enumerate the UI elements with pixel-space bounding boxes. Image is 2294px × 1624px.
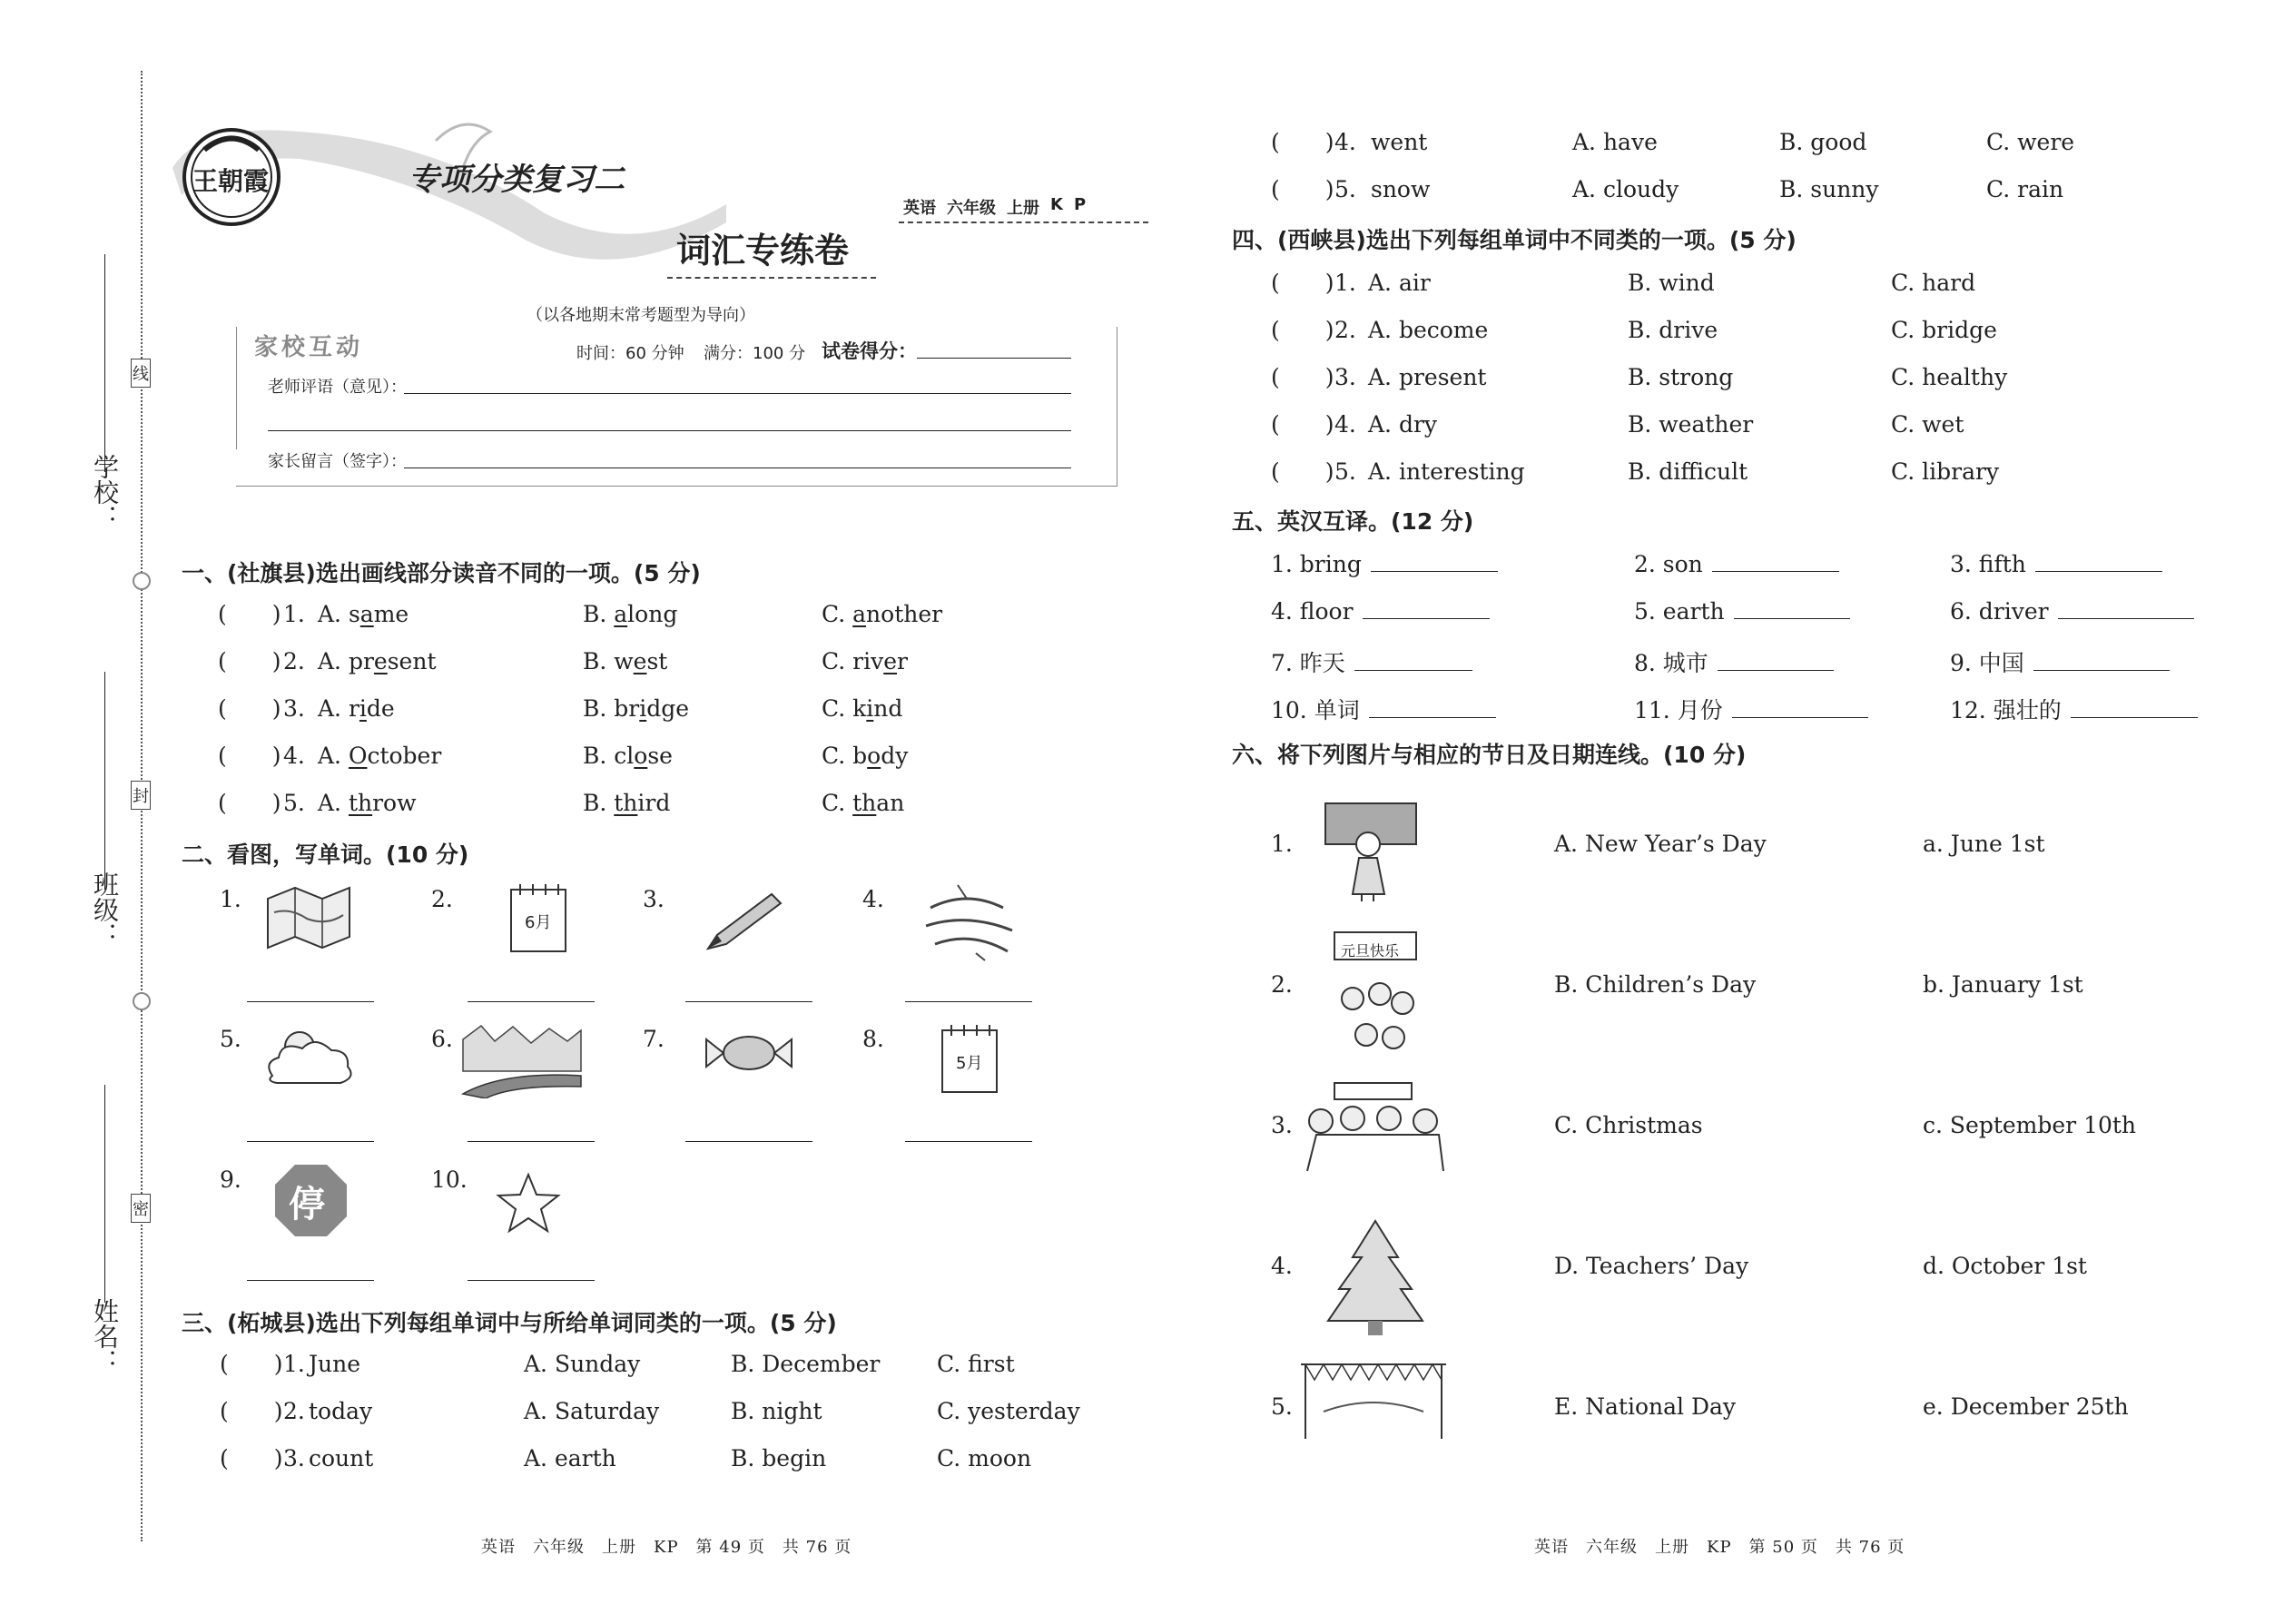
answer-bracket[interactable]: ( ) bbox=[1271, 411, 1334, 438]
score-field[interactable] bbox=[917, 358, 1071, 359]
wind-icon bbox=[921, 881, 1021, 962]
option-a: A. dry bbox=[1368, 411, 1438, 438]
answer-bracket[interactable]: ( ) bbox=[218, 743, 281, 769]
option-c: C. rain bbox=[1986, 176, 2064, 202]
answer-field[interactable] bbox=[905, 1141, 1032, 1142]
cut-mark: 线 bbox=[131, 359, 151, 388]
answer-bracket[interactable]: ( ) bbox=[1271, 270, 1334, 296]
pic-number: 4. bbox=[862, 886, 884, 912]
box-label: 家校互动 bbox=[254, 334, 364, 361]
option-a bbox=[318, 790, 417, 816]
answer-bracket[interactable]: ( ) bbox=[220, 1398, 283, 1424]
map-icon bbox=[263, 881, 354, 953]
option-c: C. first bbox=[937, 1351, 1015, 1377]
option-c bbox=[822, 790, 904, 816]
question-number: 5. bbox=[283, 790, 305, 816]
word-part: b bbox=[852, 743, 868, 769]
option-letter: C. bbox=[822, 790, 853, 816]
punch-hole-icon bbox=[133, 992, 151, 1010]
section-4-title: 四、(西峡县)选出下列每组单词中不同类的一项。(5 分) bbox=[1232, 227, 1797, 253]
given-word: went bbox=[1371, 129, 1428, 155]
underlined-letters: O bbox=[348, 743, 368, 769]
word-part: riv bbox=[852, 648, 884, 674]
question-number: 2. bbox=[283, 1398, 305, 1424]
translation-item bbox=[1271, 551, 1498, 577]
translation-item bbox=[1634, 598, 1850, 625]
answer-field[interactable] bbox=[247, 1001, 374, 1002]
option-a: A. become bbox=[1368, 317, 1489, 343]
answer-field[interactable] bbox=[247, 1280, 374, 1281]
option-b bbox=[583, 743, 673, 769]
answer-field[interactable] bbox=[2058, 598, 2194, 619]
meta-grade: 六年级 bbox=[947, 199, 996, 218]
pic-number: 1. bbox=[220, 886, 241, 912]
answer-field[interactable] bbox=[468, 1001, 595, 1002]
pic-number: 10. bbox=[431, 1166, 468, 1193]
teacher-comment-field-2[interactable] bbox=[268, 430, 1071, 431]
word-part: r bbox=[348, 695, 359, 722]
option-c: C. hard bbox=[1891, 270, 1976, 296]
meta-k: K bbox=[1050, 195, 1063, 214]
option-letter: A. bbox=[318, 790, 349, 816]
calendar-label: 6月 bbox=[525, 913, 552, 932]
holiday-date[interactable]: b. January 1st bbox=[1923, 971, 2083, 998]
star-icon bbox=[495, 1171, 563, 1235]
answer-bracket[interactable]: ( ) bbox=[220, 1351, 283, 1377]
word-part: se bbox=[647, 743, 673, 769]
translation-word: 2. son bbox=[1634, 551, 1703, 577]
option-c bbox=[822, 743, 908, 769]
name-label: 姓名： bbox=[90, 1298, 120, 1374]
given-word: snow bbox=[1371, 176, 1431, 202]
underlined-letters: i bbox=[359, 695, 367, 722]
translation-item bbox=[1950, 693, 2198, 725]
underlined-letters: th bbox=[614, 790, 638, 816]
option-a: A. have bbox=[1572, 129, 1658, 155]
teacher-picture-icon bbox=[1321, 799, 1421, 903]
answer-field[interactable] bbox=[1354, 650, 1472, 671]
option-c: C. bridge bbox=[1891, 317, 1997, 343]
meta-subject: 英语 bbox=[903, 199, 936, 218]
holiday-name[interactable]: A. New Year’s Day bbox=[1554, 831, 1767, 857]
option-letter: C. bbox=[822, 743, 853, 769]
option-a: A. Sunday bbox=[524, 1351, 641, 1377]
word-part: r bbox=[897, 648, 908, 674]
meta-p: P bbox=[1073, 195, 1087, 214]
children-picture-icon bbox=[1298, 1080, 1448, 1176]
time-info: 时间：60 分钟 bbox=[576, 344, 684, 363]
section-3-title: 三、(柘城县)选出下列每组单词中与所给单词同类的一项。(5 分) bbox=[182, 1310, 837, 1336]
question-number: 5. bbox=[1334, 176, 1356, 202]
question-number: 4. bbox=[283, 743, 305, 769]
underlined-letters: th bbox=[852, 790, 877, 816]
answer-field[interactable] bbox=[2035, 551, 2162, 572]
translation-item bbox=[1271, 598, 1490, 625]
class-field[interactable] bbox=[104, 672, 105, 890]
subtitle: （以各地期末常考题型为导向） bbox=[527, 306, 755, 325]
translation-word: 4. floor bbox=[1271, 598, 1354, 625]
main-title: 词汇专练卷 bbox=[676, 230, 850, 271]
question-number: 3. bbox=[1334, 364, 1356, 390]
option-c bbox=[822, 601, 942, 627]
option-letter: C. bbox=[822, 648, 853, 674]
word-part: st bbox=[646, 648, 668, 674]
answer-bracket[interactable]: ( ) bbox=[1271, 458, 1334, 485]
pen-icon bbox=[699, 885, 790, 958]
answer-bracket[interactable]: ( ) bbox=[218, 790, 281, 816]
option-letter: B. bbox=[583, 695, 615, 722]
name-field[interactable] bbox=[104, 1085, 105, 1303]
underlined-letters: e bbox=[633, 648, 647, 674]
option-letter: C. bbox=[822, 695, 853, 722]
picture-number: 2. bbox=[1271, 971, 1293, 998]
answer-field[interactable] bbox=[2071, 697, 2198, 718]
option-letter: B. bbox=[583, 743, 615, 769]
word-part: ird bbox=[637, 790, 671, 816]
answer-field[interactable] bbox=[1363, 598, 1490, 619]
question-number: 5. bbox=[1334, 458, 1356, 485]
answer-field[interactable] bbox=[1712, 551, 1839, 572]
answer-field[interactable] bbox=[2033, 650, 2170, 671]
option-b: B. sunny bbox=[1779, 176, 1879, 202]
answer-bracket[interactable]: ( ) bbox=[218, 601, 281, 627]
pic-number: 8. bbox=[862, 1026, 884, 1052]
answer-field[interactable] bbox=[685, 1141, 812, 1142]
holiday-date[interactable]: e. December 25th bbox=[1923, 1393, 2129, 1420]
holiday-name[interactable]: E. National Day bbox=[1554, 1393, 1737, 1420]
score-label: 试卷得分： bbox=[822, 340, 917, 362]
answer-bracket[interactable]: ( ) bbox=[1271, 364, 1334, 390]
option-c: C. were bbox=[1986, 129, 2075, 155]
option-a: A. cloudy bbox=[1572, 176, 1679, 202]
page-footer-right: 英语 六年级 上册 KP 第 50 页 共 76 页 bbox=[1534, 1538, 1905, 1557]
holiday-date[interactable]: c. September 10th bbox=[1923, 1112, 2137, 1138]
option-letter: B. bbox=[583, 601, 615, 627]
word-part: cl bbox=[614, 743, 635, 769]
option-b: B. night bbox=[731, 1398, 822, 1424]
class-label: 班级： bbox=[90, 871, 120, 948]
option-a: A. earth bbox=[524, 1445, 616, 1471]
meta-divider bbox=[899, 221, 1148, 223]
translation-word: 9. 中国 bbox=[1950, 650, 2024, 676]
word-part: me bbox=[373, 601, 409, 627]
answer-field[interactable] bbox=[1369, 697, 1496, 718]
option-b: B. strong bbox=[1628, 364, 1734, 390]
option-a: A. present bbox=[1368, 364, 1487, 390]
option-b bbox=[583, 648, 667, 674]
section-6-title: 六、将下列图片与相应的节日及日期连线。(10 分) bbox=[1232, 742, 1747, 768]
answer-field[interactable] bbox=[468, 1280, 595, 1281]
question-number: 3. bbox=[283, 1445, 305, 1471]
pic-number: 3. bbox=[643, 886, 665, 912]
option-a: A. interesting bbox=[1368, 458, 1525, 485]
logo-text: 王朝霞 bbox=[192, 166, 270, 196]
translation-item bbox=[1950, 551, 2162, 577]
question-number: 1. bbox=[283, 601, 305, 627]
option-b: B. difficult bbox=[1628, 458, 1748, 485]
translation-word: 6. driver bbox=[1950, 598, 2049, 625]
translation-item bbox=[1271, 645, 1472, 678]
underlined-letters: th bbox=[348, 790, 373, 816]
translation-word: 12. 强壮的 bbox=[1950, 697, 2062, 723]
feedback-box-left bbox=[236, 327, 238, 449]
translation-word: 10. 单词 bbox=[1271, 697, 1360, 723]
option-a bbox=[318, 601, 409, 627]
translation-word: 11. 月份 bbox=[1634, 697, 1723, 723]
question-number: 1. bbox=[283, 1351, 305, 1377]
option-letter: A. bbox=[318, 695, 349, 722]
cloudy-icon bbox=[259, 1021, 359, 1094]
word-part: nother bbox=[866, 601, 943, 627]
teacher-comment-field[interactable] bbox=[404, 393, 1071, 394]
underlined-letters: o bbox=[867, 743, 881, 769]
option-c: C. yesterday bbox=[937, 1398, 1080, 1424]
word-part: s bbox=[348, 601, 360, 627]
word-part: an bbox=[876, 790, 905, 816]
translation-word: 8. 城市 bbox=[1634, 650, 1708, 676]
option-c bbox=[822, 648, 908, 674]
option-b: B. good bbox=[1779, 129, 1867, 155]
word-part: row bbox=[372, 790, 417, 816]
option-b: B. wind bbox=[1628, 270, 1715, 296]
calendar-label: 5月 bbox=[956, 1054, 983, 1073]
option-b bbox=[583, 601, 677, 627]
option-a: A. Saturday bbox=[524, 1398, 660, 1424]
section-1-title: 一、(社旗县)选出画线部分读音不同的一项。(5 分) bbox=[182, 560, 701, 586]
answer-field[interactable] bbox=[468, 1141, 595, 1142]
translation-item bbox=[1950, 598, 2194, 625]
holiday-date[interactable]: d. October 1st bbox=[1923, 1253, 2087, 1279]
pic-number: 6. bbox=[431, 1026, 453, 1052]
question-number: 1. bbox=[1334, 270, 1356, 296]
word-part: long bbox=[627, 601, 678, 627]
new-year-picture-text: 元旦快乐 bbox=[1341, 942, 1400, 960]
punch-hole-icon bbox=[133, 572, 151, 590]
question-number: 4. bbox=[1334, 411, 1356, 438]
meta-tags bbox=[903, 195, 1086, 219]
answer-bracket[interactable]: ( ) bbox=[1271, 129, 1334, 155]
word-part: br bbox=[614, 695, 640, 722]
underlined-letters: e bbox=[883, 648, 898, 674]
underlined-letters: a bbox=[614, 601, 628, 627]
answer-bracket[interactable]: ( ) bbox=[220, 1445, 283, 1471]
option-letter: B. bbox=[583, 790, 615, 816]
parent-comment-label: 家长留言（签字）： bbox=[268, 452, 407, 471]
cut-mark: 密 bbox=[131, 1194, 151, 1223]
underlined-letters: a bbox=[359, 601, 374, 627]
question-number: 2. bbox=[1334, 317, 1356, 343]
word-part: ctober bbox=[367, 743, 442, 769]
stop-sign-text: 停 bbox=[289, 1184, 325, 1225]
option-b: B. weather bbox=[1628, 411, 1754, 438]
pic-number: 9. bbox=[220, 1166, 241, 1193]
word-part: dge bbox=[646, 695, 690, 722]
national-day-picture-icon bbox=[1296, 1357, 1451, 1443]
option-b: B. begin bbox=[731, 1445, 827, 1471]
given-word: count bbox=[309, 1445, 374, 1471]
answer-field[interactable] bbox=[1732, 697, 1868, 718]
question-number: 3. bbox=[283, 695, 305, 722]
answer-bracket[interactable]: ( ) bbox=[218, 648, 281, 674]
picture-number: 4. bbox=[1271, 1253, 1293, 1279]
underlined-letters: o bbox=[634, 743, 648, 769]
option-c: C. library bbox=[1891, 458, 2000, 485]
option-letter: B. bbox=[583, 648, 615, 674]
option-a bbox=[318, 648, 437, 674]
answer-field[interactable] bbox=[1371, 551, 1498, 572]
answer-field[interactable] bbox=[685, 1001, 812, 1002]
underlined-letters: i bbox=[866, 695, 874, 722]
title-divider bbox=[667, 277, 876, 279]
option-letter: A. bbox=[318, 648, 349, 674]
option-b bbox=[583, 790, 670, 816]
given-word: June bbox=[309, 1351, 361, 1377]
translation-word: 7. 昨天 bbox=[1271, 650, 1345, 676]
holiday-name[interactable]: B. Children’s Day bbox=[1554, 971, 1757, 998]
translation-word: 3. fifth bbox=[1950, 551, 2026, 577]
picture-number: 1. bbox=[1271, 831, 1293, 857]
score-info: 满分：100 分 bbox=[704, 344, 806, 363]
translation-item bbox=[1634, 645, 1834, 678]
given-word: today bbox=[309, 1398, 373, 1424]
school-label: 学校： bbox=[90, 454, 120, 530]
word-part: nd bbox=[873, 695, 903, 722]
option-c: C. moon bbox=[937, 1445, 1032, 1471]
pic-number: 2. bbox=[431, 886, 453, 912]
option-c: C. healthy bbox=[1891, 364, 2008, 390]
underlined-letters: i bbox=[639, 695, 647, 722]
translation-word: 1. bring bbox=[1271, 551, 1362, 577]
pic-number: 5. bbox=[220, 1026, 241, 1052]
christmas-tree-icon bbox=[1321, 1216, 1430, 1339]
word-part: de bbox=[366, 695, 395, 722]
picture-number: 3. bbox=[1271, 1112, 1293, 1138]
road-icon bbox=[458, 1021, 586, 1098]
option-b: B. December bbox=[731, 1351, 881, 1377]
option-b bbox=[583, 695, 689, 722]
word-part: dy bbox=[881, 743, 909, 769]
question-number: 4. bbox=[1334, 129, 1356, 155]
answer-field[interactable] bbox=[247, 1141, 374, 1142]
holiday-date[interactable]: a. June 1st bbox=[1923, 831, 2045, 857]
option-b: B. drive bbox=[1628, 317, 1718, 343]
answer-bracket[interactable]: ( ) bbox=[1271, 176, 1334, 202]
option-letter: C. bbox=[822, 601, 853, 627]
pic-number: 7. bbox=[643, 1026, 665, 1052]
translation-item bbox=[1271, 693, 1496, 725]
translation-item bbox=[1634, 693, 1868, 725]
option-a bbox=[318, 743, 441, 769]
word-part: w bbox=[614, 648, 634, 674]
underlined-letters: e bbox=[373, 648, 388, 674]
section-2-title: 二、看图，写单词。(10 分) bbox=[182, 842, 469, 868]
section-5-title: 五、英汉互译。(12 分) bbox=[1232, 508, 1474, 535]
answer-bracket[interactable]: ( ) bbox=[1271, 317, 1334, 343]
answer-field[interactable] bbox=[905, 1001, 1032, 1002]
picture-number: 5. bbox=[1271, 1393, 1293, 1420]
word-part: sent bbox=[387, 648, 437, 674]
holiday-name[interactable]: D. Teachers’ Day bbox=[1554, 1253, 1749, 1279]
option-c bbox=[822, 695, 902, 722]
option-a: A. air bbox=[1368, 270, 1431, 296]
underlined-letters: a bbox=[852, 601, 867, 627]
answer-bracket[interactable]: ( ) bbox=[218, 695, 281, 722]
candy-icon bbox=[699, 1026, 799, 1080]
translation-item bbox=[1950, 645, 2170, 678]
answer-field[interactable] bbox=[1734, 598, 1850, 619]
banner-title: 专项分类复习二 bbox=[409, 162, 625, 198]
translation-word: 5. earth bbox=[1634, 598, 1725, 625]
page-footer-left: 英语 六年级 上册 KP 第 49 页 共 76 页 bbox=[481, 1538, 852, 1557]
option-letter: A. bbox=[318, 601, 349, 627]
option-c: C. wet bbox=[1891, 411, 1964, 438]
option-a bbox=[318, 695, 395, 722]
answer-field[interactable] bbox=[1718, 650, 1834, 671]
option-letter: A. bbox=[318, 743, 349, 769]
translation-item bbox=[1634, 551, 1839, 577]
teacher-comment-label: 老师评语（意见）： bbox=[268, 378, 407, 397]
word-part: k bbox=[852, 695, 867, 722]
meta-volume: 上册 bbox=[1007, 199, 1039, 218]
school-field[interactable] bbox=[104, 254, 105, 472]
question-number: 2. bbox=[283, 648, 305, 674]
holiday-name[interactable]: C. Christmas bbox=[1554, 1112, 1703, 1138]
word-part: pr bbox=[348, 648, 374, 674]
cut-mark: 封 bbox=[131, 781, 151, 810]
